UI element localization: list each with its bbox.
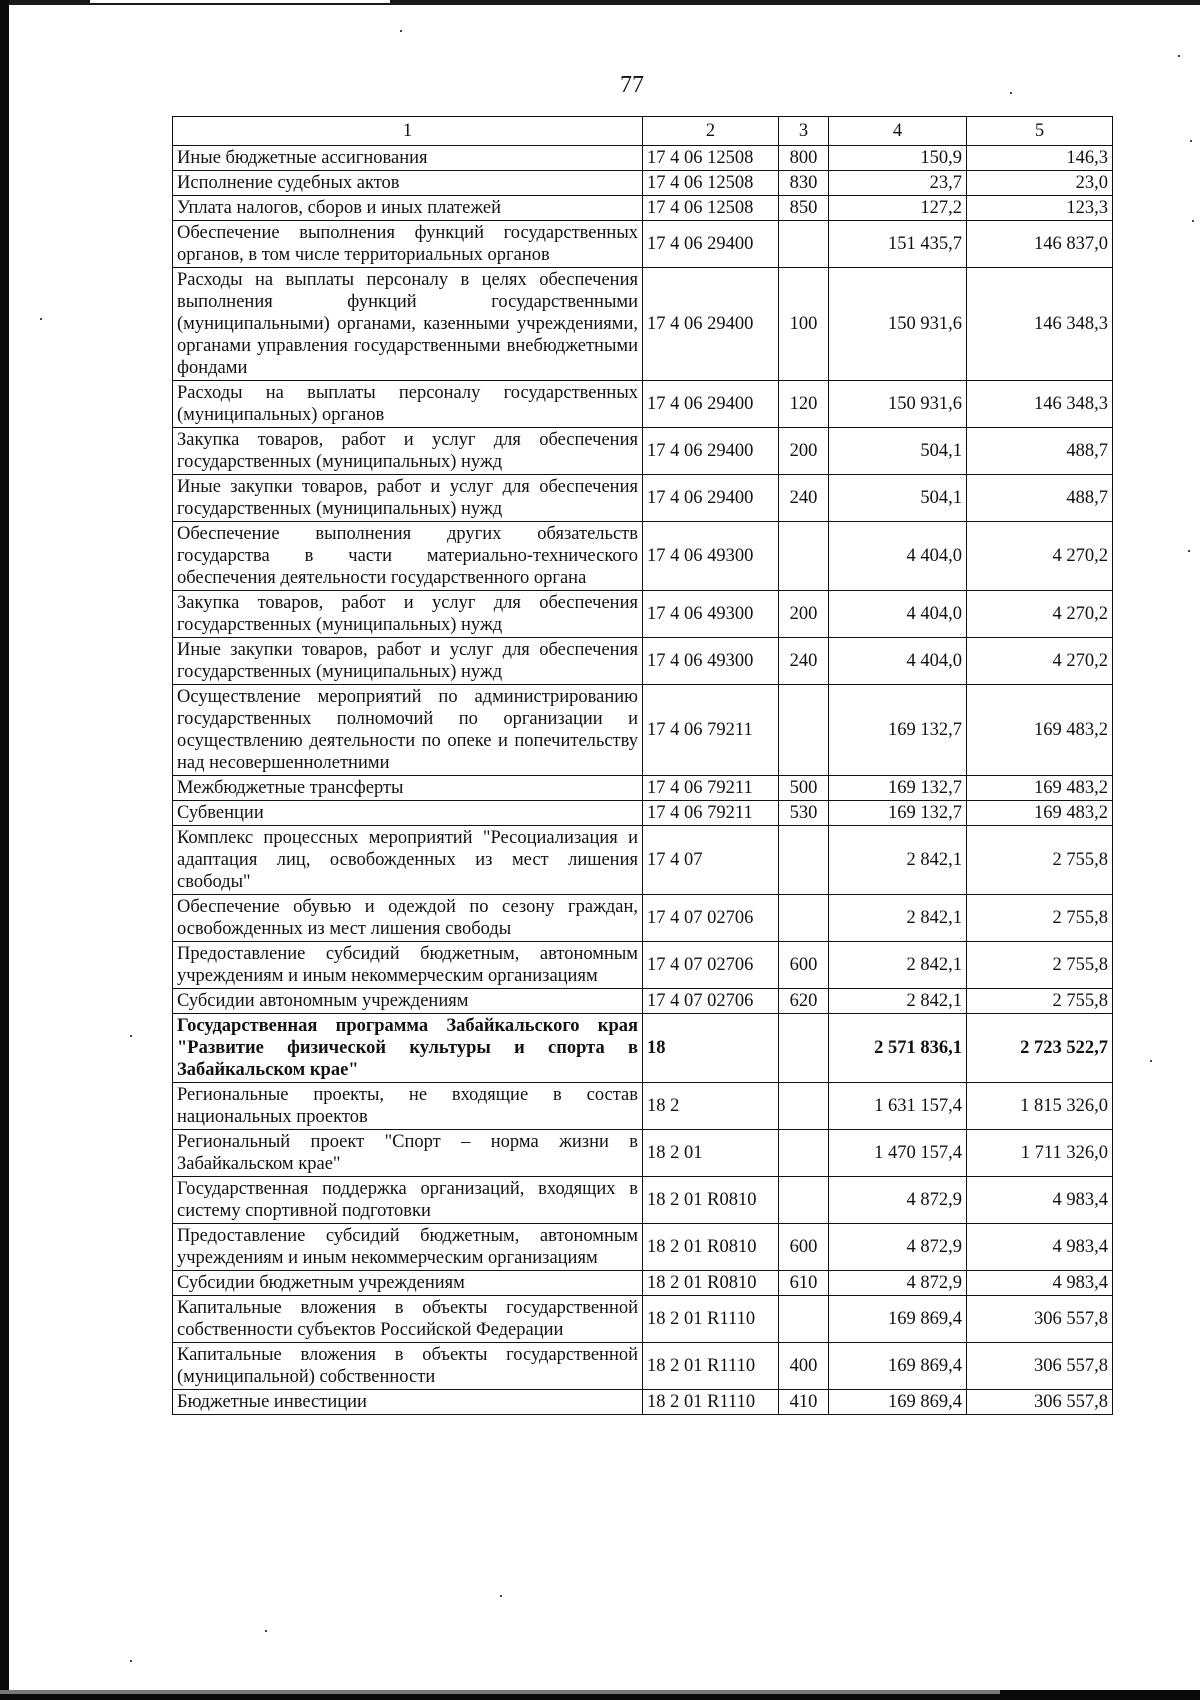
- table-row: [173, 475, 1113, 522]
- row-name-cell: Субсидии автономным учреждениям: [173, 989, 643, 1014]
- row-code-cell: 18 2 01 R0810: [643, 1271, 779, 1296]
- row-type-cell: [779, 1083, 829, 1130]
- table-row: [173, 942, 1113, 989]
- row-code-cell: 17 4 06 12508: [643, 146, 779, 171]
- row-value-1-cell: 2 842,1: [829, 942, 967, 989]
- row-value-2-cell: 2 755,8: [967, 942, 1113, 989]
- row-value-1-cell: 4 872,9: [829, 1177, 967, 1224]
- row-value-1-cell: 4 404,0: [829, 522, 967, 591]
- row-type-cell: [779, 221, 829, 268]
- row-code-cell: 17 4 06 79211: [643, 685, 779, 776]
- row-type-cell: [779, 1130, 829, 1177]
- table-header-row: [173, 117, 1113, 146]
- row-value-1-cell: 504,1: [829, 475, 967, 522]
- row-code-cell: 18 2 01 R1110: [643, 1390, 779, 1415]
- column-header: 3: [779, 117, 829, 146]
- table-row: [173, 268, 1113, 381]
- scan-speck: [1188, 550, 1190, 552]
- scan-speck: [40, 318, 42, 320]
- row-type-cell: [779, 826, 829, 895]
- row-value-1-cell: 169 132,7: [829, 685, 967, 776]
- row-name-cell: Иные закупки товаров, работ и услуг для обеспечения государственных (муниципальных) нужд: [173, 638, 643, 685]
- row-value-1-cell: 169 869,4: [829, 1390, 967, 1415]
- row-value-2-cell: 4 270,2: [967, 522, 1113, 591]
- row-type-cell: 530: [779, 801, 829, 826]
- scan-left-edge: [0, 0, 9, 1700]
- scan-speck: [1192, 220, 1194, 222]
- row-value-2-cell: 2 723 522,7: [967, 1014, 1113, 1083]
- row-value-1-cell: 169 869,4: [829, 1296, 967, 1343]
- row-name-cell: Закупка товаров, работ и услуг для обеспечения государственных (муниципальных) нужд: [173, 428, 643, 475]
- table-row: [173, 381, 1113, 428]
- row-code-cell: 18 2: [643, 1083, 779, 1130]
- row-value-2-cell: 306 557,8: [967, 1390, 1113, 1415]
- table-row: [173, 826, 1113, 895]
- table-row: [173, 1014, 1113, 1083]
- row-name-cell: Региональные проекты, не входящие в состав национальных проектов: [173, 1083, 643, 1130]
- row-type-cell: 120: [779, 381, 829, 428]
- row-name-cell: Обеспечение выполнения других обязательств государства в части материально-технического обеспечения деятельности государственного органа: [173, 522, 643, 591]
- row-value-2-cell: 23,0: [967, 171, 1113, 196]
- table-row: [173, 591, 1113, 638]
- row-code-cell: 17 4 06 12508: [643, 196, 779, 221]
- row-value-1-cell: 169 132,7: [829, 801, 967, 826]
- row-code-cell: 17 4 06 79211: [643, 776, 779, 801]
- column-header: 5: [967, 117, 1113, 146]
- page-number: 77: [620, 72, 644, 98]
- row-code-cell: 17 4 07: [643, 826, 779, 895]
- scan-speck: [130, 1660, 132, 1662]
- row-type-cell: [779, 1014, 829, 1083]
- table-row: [173, 1083, 1113, 1130]
- row-type-cell: 600: [779, 1224, 829, 1271]
- row-value-1-cell: 2 842,1: [829, 895, 967, 942]
- row-value-2-cell: 146 348,3: [967, 381, 1113, 428]
- row-type-cell: 410: [779, 1390, 829, 1415]
- row-type-cell: 400: [779, 1343, 829, 1390]
- row-name-cell: Государственная программа Забайкальского края "Развитие физической культуры и спорта в Забайкальском крае": [173, 1014, 643, 1083]
- row-code-cell: 17 4 06 29400: [643, 221, 779, 268]
- table-row: [173, 1130, 1113, 1177]
- row-value-2-cell: 146,3: [967, 146, 1113, 171]
- row-code-cell: 17 4 07 02706: [643, 895, 779, 942]
- row-type-cell: 800: [779, 146, 829, 171]
- table-row: [173, 428, 1113, 475]
- row-name-cell: Комплекс процессных мероприятий "Ресоциализация и адаптация лиц, освобожденных из мест лишения свободы": [173, 826, 643, 895]
- row-code-cell: 17 4 06 79211: [643, 801, 779, 826]
- row-name-cell: Межбюджетные трансферты: [173, 776, 643, 801]
- row-type-cell: [779, 1296, 829, 1343]
- table-row: [173, 638, 1113, 685]
- row-name-cell: Государственная поддержка организаций, входящих в систему спортивной подготовки: [173, 1177, 643, 1224]
- row-value-2-cell: 2 755,8: [967, 989, 1113, 1014]
- table-row: [173, 1343, 1113, 1390]
- row-value-1-cell: 150 931,6: [829, 381, 967, 428]
- row-value-2-cell: 4 983,4: [967, 1224, 1113, 1271]
- row-name-cell: Предоставление субсидий бюджетным, автономным учреждениям и иным некоммерческим организациям: [173, 1224, 643, 1271]
- scan-speck: [1150, 1060, 1152, 1062]
- row-code-cell: 18 2 01 R0810: [643, 1224, 779, 1271]
- row-code-cell: 17 4 06 29400: [643, 381, 779, 428]
- row-name-cell: Расходы на выплаты персоналу государственных (муниципальных) органов: [173, 381, 643, 428]
- row-type-cell: 240: [779, 638, 829, 685]
- table-row: [173, 989, 1113, 1014]
- row-type-cell: 100: [779, 268, 829, 381]
- table-row: [173, 522, 1113, 591]
- row-value-2-cell: 4 270,2: [967, 638, 1113, 685]
- row-value-2-cell: 169 483,2: [967, 685, 1113, 776]
- row-name-cell: Региональный проект "Спорт – норма жизни в Забайкальском крае": [173, 1130, 643, 1177]
- row-name-cell: Бюджетные инвестиции: [173, 1390, 643, 1415]
- row-value-1-cell: 127,2: [829, 196, 967, 221]
- column-header: 2: [643, 117, 779, 146]
- row-code-cell: 17 4 06 29400: [643, 268, 779, 381]
- row-name-cell: Капитальные вложения в объекты государственной собственности субъектов Российской Федерации: [173, 1296, 643, 1343]
- row-value-2-cell: 306 557,8: [967, 1343, 1113, 1390]
- column-header: 1: [173, 117, 643, 146]
- row-type-cell: 200: [779, 591, 829, 638]
- row-value-1-cell: 2 842,1: [829, 989, 967, 1014]
- row-type-cell: 600: [779, 942, 829, 989]
- row-code-cell: 18: [643, 1014, 779, 1083]
- row-value-1-cell: 2 571 836,1: [829, 1014, 967, 1083]
- row-code-cell: 17 4 06 12508: [643, 171, 779, 196]
- scan-speck: [1190, 140, 1192, 142]
- budget-table: [172, 116, 1113, 1415]
- row-value-1-cell: 2 842,1: [829, 826, 967, 895]
- table-row: [173, 196, 1113, 221]
- row-value-2-cell: 488,7: [967, 428, 1113, 475]
- row-code-cell: 18 2 01 R0810: [643, 1177, 779, 1224]
- row-value-1-cell: 1 470 157,4: [829, 1130, 967, 1177]
- row-name-cell: Обеспечение выполнения функций государственных органов, в том числе территориальных органов: [173, 221, 643, 268]
- row-name-cell: Субвенции: [173, 801, 643, 826]
- row-value-2-cell: 2 755,8: [967, 895, 1113, 942]
- row-name-cell: Иные бюджетные ассигнования: [173, 146, 643, 171]
- scan-speck: [1010, 92, 1012, 94]
- row-name-cell: Предоставление субсидий бюджетным, автономным учреждениям и иным некоммерческим организациям: [173, 942, 643, 989]
- row-type-cell: [779, 1177, 829, 1224]
- row-value-2-cell: 123,3: [967, 196, 1113, 221]
- row-name-cell: Уплата налогов, сборов и иных платежей: [173, 196, 643, 221]
- row-value-2-cell: 4 270,2: [967, 591, 1113, 638]
- row-type-cell: 500: [779, 776, 829, 801]
- row-value-2-cell: 146 348,3: [967, 268, 1113, 381]
- table-row: [173, 776, 1113, 801]
- row-value-2-cell: 146 837,0: [967, 221, 1113, 268]
- row-value-2-cell: 2 755,8: [967, 826, 1113, 895]
- row-type-cell: 830: [779, 171, 829, 196]
- table-row: [173, 685, 1113, 776]
- row-value-2-cell: 1 711 326,0: [967, 1130, 1113, 1177]
- scan-bottom-edge-gap: [0, 1690, 1000, 1694]
- row-code-cell: 17 4 07 02706: [643, 989, 779, 1014]
- row-value-2-cell: 4 983,4: [967, 1271, 1113, 1296]
- row-value-1-cell: 150,9: [829, 146, 967, 171]
- table-row: [173, 1271, 1113, 1296]
- scan-speck: [1178, 55, 1180, 57]
- row-value-1-cell: 169 869,4: [829, 1343, 967, 1390]
- row-value-1-cell: 4 404,0: [829, 638, 967, 685]
- row-type-cell: [779, 685, 829, 776]
- row-value-2-cell: 4 983,4: [967, 1177, 1113, 1224]
- table-row: [173, 221, 1113, 268]
- row-type-cell: 850: [779, 196, 829, 221]
- table-row: [173, 146, 1113, 171]
- row-name-cell: Осуществление мероприятий по администрированию государственных полномочий по организации и осуществлению деятельности по опеке и попечительству над несовершеннолетними: [173, 685, 643, 776]
- row-value-1-cell: 23,7: [829, 171, 967, 196]
- row-value-2-cell: 1 815 326,0: [967, 1083, 1113, 1130]
- row-name-cell: Иные закупки товаров, работ и услуг для обеспечения государственных (муниципальных) нужд: [173, 475, 643, 522]
- row-name-cell: Расходы на выплаты персоналу в целях обеспечения выполнения функций государственными (муниципальными) органами, казенными учреждениями, органами управления государственными внебюджетными фондами: [173, 268, 643, 381]
- row-value-1-cell: 1 631 157,4: [829, 1083, 967, 1130]
- row-value-1-cell: 4 404,0: [829, 591, 967, 638]
- row-type-cell: 200: [779, 428, 829, 475]
- row-code-cell: 18 2 01 R1110: [643, 1296, 779, 1343]
- table-row: [173, 1390, 1113, 1415]
- row-type-cell: [779, 522, 829, 591]
- scan-top-edge-gap: [90, 0, 390, 3]
- row-name-cell: Субсидии бюджетным учреждениям: [173, 1271, 643, 1296]
- row-type-cell: [779, 895, 829, 942]
- table-row: [173, 801, 1113, 826]
- row-value-2-cell: 306 557,8: [967, 1296, 1113, 1343]
- row-value-1-cell: 4 872,9: [829, 1224, 967, 1271]
- row-code-cell: 17 4 07 02706: [643, 942, 779, 989]
- row-value-2-cell: 169 483,2: [967, 801, 1113, 826]
- row-value-2-cell: 488,7: [967, 475, 1113, 522]
- table-row: [173, 1177, 1113, 1224]
- row-code-cell: 17 4 06 49300: [643, 638, 779, 685]
- scan-speck: [130, 1035, 132, 1037]
- table-row: [173, 171, 1113, 196]
- row-code-cell: 17 4 06 49300: [643, 522, 779, 591]
- row-type-cell: 240: [779, 475, 829, 522]
- scan-speck: [265, 1630, 267, 1632]
- row-code-cell: 17 4 06 29400: [643, 475, 779, 522]
- row-value-1-cell: 504,1: [829, 428, 967, 475]
- row-code-cell: 17 4 06 29400: [643, 428, 779, 475]
- row-value-1-cell: 150 931,6: [829, 268, 967, 381]
- row-value-1-cell: 4 872,9: [829, 1271, 967, 1296]
- table-row: [173, 1224, 1113, 1271]
- row-type-cell: 610: [779, 1271, 829, 1296]
- row-name-cell: Обеспечение обувью и одеждой по сезону граждан, освобожденных из мест лишения свободы: [173, 895, 643, 942]
- column-header: 4: [829, 117, 967, 146]
- row-name-cell: Капитальные вложения в объекты государственной (муниципальной) собственности: [173, 1343, 643, 1390]
- row-type-cell: 620: [779, 989, 829, 1014]
- row-name-cell: Исполнение судебных актов: [173, 171, 643, 196]
- row-value-2-cell: 169 483,2: [967, 776, 1113, 801]
- table-row: [173, 895, 1113, 942]
- table-row: [173, 1296, 1113, 1343]
- row-code-cell: 18 2 01: [643, 1130, 779, 1177]
- row-name-cell: Закупка товаров, работ и услуг для обеспечения государственных (муниципальных) нужд: [173, 591, 643, 638]
- row-code-cell: 17 4 06 49300: [643, 591, 779, 638]
- row-value-1-cell: 169 132,7: [829, 776, 967, 801]
- scan-speck: [500, 1595, 502, 1597]
- scan-speck: [400, 30, 402, 32]
- row-value-1-cell: 151 435,7: [829, 221, 967, 268]
- row-code-cell: 18 2 01 R1110: [643, 1343, 779, 1390]
